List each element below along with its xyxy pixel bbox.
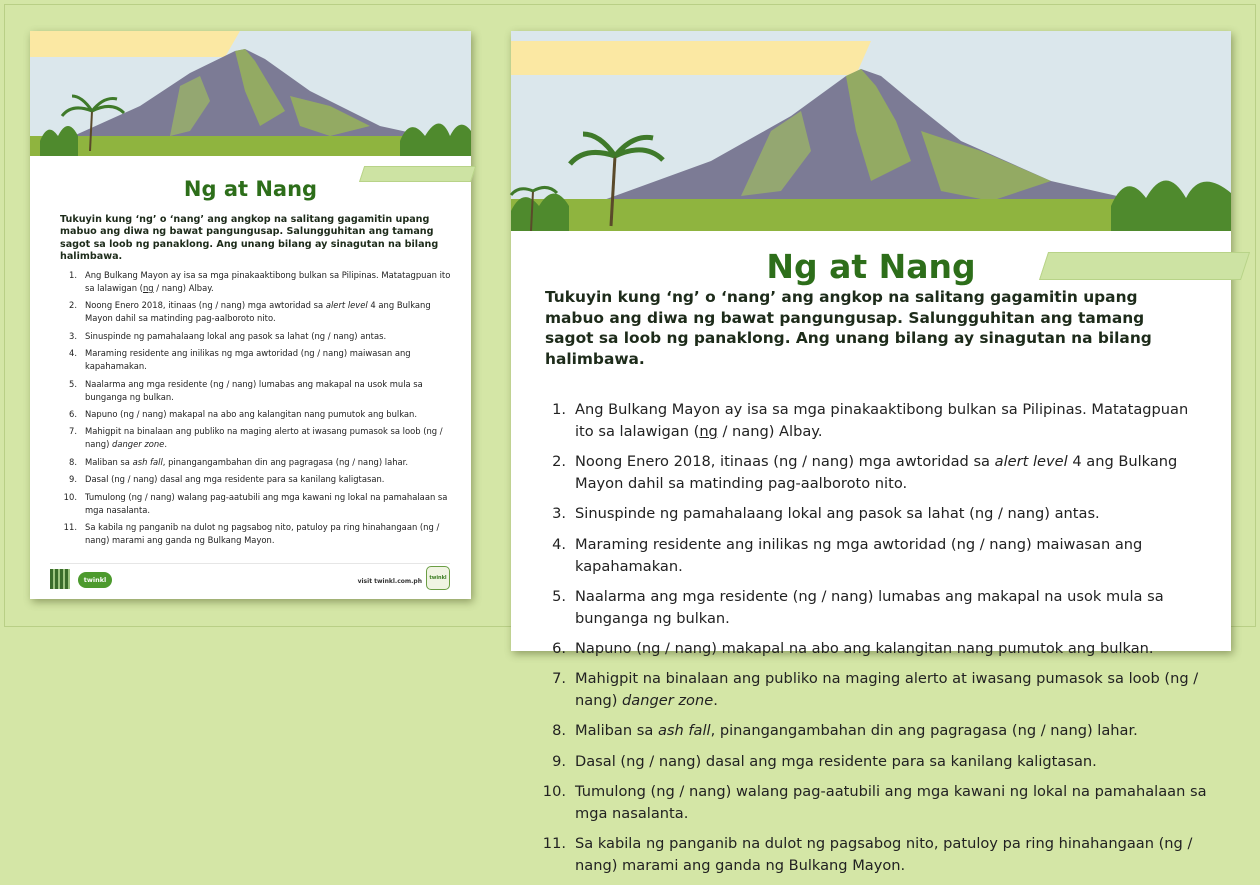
- worksheet-title: Ng at Nang: [183, 177, 318, 201]
- question-text: Mahigpit na binalaan ang publiko na maging alerto at iwasang pumasok sa loob (ng / nang) danger zone.: [85, 426, 443, 450]
- question-item: [531, 586, 1211, 630]
- question-number: 3.: [552, 505, 566, 523]
- question-text: Mahigpit na binalaan ang publiko na maging alerto at iwasang pumasok sa loob (ng / nang) danger zone.: [575, 670, 1199, 710]
- question-list: [50, 269, 455, 551]
- question-item: [531, 668, 1211, 712]
- question-text: Dasal (ng / nang) dasal ang mga residente para sa kanilang kaligtasan.: [575, 752, 1097, 770]
- question-number: 2.: [69, 300, 77, 311]
- question-number: 7.: [552, 670, 566, 688]
- question-number: 1.: [69, 270, 77, 280]
- question-text: Noong Enero 2018, itinaas (ng / nang) mga awtoridad sa alert level 4 ang Bulkang Mayon dahil sa matinding pag-aalboroto nito.: [85, 300, 431, 324]
- question-item: [531, 833, 1211, 877]
- question-number: 7.: [69, 426, 77, 437]
- question-item: [50, 473, 455, 486]
- question-item: [531, 534, 1211, 578]
- worksheet-footer: [50, 563, 450, 590]
- question-text: Ang Bulkang Mayon ay isa sa mga pinakaaktibong bulkan sa Pilipinas. Matatagpuan ito sa lalawigan (ng / nang) Albay.: [575, 401, 1189, 440]
- quality-badge-icon: twinkl: [426, 566, 450, 590]
- question-text: Sa kabila ng panganib na dulot ng pagsabog nito, patuloy pa ring hinahangaan (ng / nang) marami ang ganda ng Bulkang Mayon.: [575, 834, 1193, 874]
- footer-site-link[interactable]: visit twinkl.com.ph: [357, 578, 422, 585]
- question-item: [50, 408, 455, 421]
- question-number: 4.: [552, 535, 566, 553]
- question-text: Sa kabila ng panganib na dulot ng pagsabog nito, patuloy pa ring hinahangaan (ng / nang) marami ang ganda ng Bulkang Mayon.: [85, 521, 440, 545]
- question-number: 4.: [69, 348, 77, 359]
- question-text: Tumulong (ng / nang) walang pag-aatubili ang mga kawani ng lokal na pamahalaan sa mga nasalanta.: [85, 491, 448, 515]
- question-item: [531, 399, 1211, 443]
- twinkl-logo-icon: twinkl: [78, 572, 112, 588]
- question-text: Maraming residente ang inilikas ng mga awtoridad (ng / nang) maiwasan ang kapahamakan.: [85, 348, 411, 372]
- question-text: Napuno (ng / nang) makapal na abo ang kalangitan nang pumutok ang bulkan.: [575, 639, 1154, 657]
- question-text: Tumulong (ng / nang) walang pag-aatubili ang mga kawani ng lokal na pamahalaan sa mga nasalanta.: [575, 782, 1207, 822]
- question-item: [531, 781, 1211, 825]
- question-text: Maliban sa ash fall, pinangangambahan din ang pagragasa (ng / nang) lahar.: [85, 456, 408, 467]
- question-item: [50, 521, 455, 547]
- question-item: [50, 491, 455, 517]
- question-item: [531, 638, 1211, 660]
- question-number: 6.: [69, 408, 77, 419]
- question-number: 8.: [69, 456, 77, 467]
- question-item: [531, 451, 1211, 495]
- question-item: [50, 347, 455, 373]
- question-item: [50, 299, 455, 325]
- question-number: 11.: [542, 834, 566, 852]
- question-item: [50, 330, 455, 343]
- question-text: Maraming residente ang inilikas ng mga awtoridad (ng / nang) maiwasan ang kapahamakan.: [575, 535, 1143, 575]
- worksheet-preview-large: [511, 31, 1231, 874]
- question-text: Sinuspinde ng pamahalaang lokal ang pasok sa lahat (ng / nang) antas.: [575, 505, 1100, 523]
- question-text: Dasal (ng / nang) dasal ang mga residente para sa kanilang kaligtasan.: [85, 474, 385, 485]
- question-item: [50, 456, 455, 469]
- question-number: 5.: [69, 378, 77, 389]
- instructions: Tukuyin kung ‘ng’ o ‘nang’ ang angkop na salitang gagamitin upang mabuo ang diwa ng bawat pangungusap. Salungguhitan ang tamang sagot sa loob ng panaklong. Ang unang bilang ay sinagutan na bilang halimbawa.: [545, 288, 1152, 368]
- question-item: [50, 378, 455, 404]
- instructions: Tukuyin kung ‘ng’ o ‘nang’ ang angkop na salitang gagamitin upang mabuo ang diwa ng bawat pangungusap. Salungguhitan ang tamang sagot sa loob ng panaklong. Ang unang bilang ay sinagutan na bilang halimbawa.: [60, 214, 439, 263]
- question-number: 6.: [552, 639, 566, 657]
- volcano-banner: [30, 31, 471, 156]
- volcano-illustration: [511, 31, 1231, 231]
- question-text: Ang Bulkang Mayon ay isa sa mga pinakaaktibong bulkan sa Pilipinas. Matatagpuan ito sa lalawigan (ng / nang) Albay.: [85, 270, 451, 293]
- question-item: [50, 269, 455, 295]
- question-number: 10.: [542, 782, 566, 800]
- worksheet-preview-small: [30, 31, 471, 599]
- question-text: Napuno (ng / nang) makapal na abo ang kalangitan nang pumutok ang bulkan.: [85, 408, 418, 419]
- question-item: [50, 425, 455, 451]
- volcano-banner: [511, 31, 1231, 231]
- question-number: 10.: [63, 491, 77, 502]
- question-list: [531, 399, 1211, 885]
- question-text: Naalarma ang mga residente (ng / nang) lumabas ang makapal na usok mula sa bunganga ng bulkan.: [575, 587, 1164, 627]
- question-item: [531, 503, 1211, 525]
- question-number: 3.: [69, 330, 77, 341]
- question-number: 9.: [69, 474, 77, 485]
- qr-code-icon: [50, 569, 70, 589]
- question-number: 2.: [552, 453, 566, 471]
- question-text: Naalarma ang mga residente (ng / nang) lumabas ang makapal na usok mula sa bunganga ng bulkan.: [85, 378, 423, 402]
- worksheet-title: Ng at Nang: [766, 247, 976, 286]
- question-number: 5.: [552, 587, 566, 605]
- question-text: Sinuspinde ng pamahalaang lokal ang pasok sa lahat (ng / nang) antas.: [85, 330, 387, 341]
- question-item: [531, 751, 1211, 773]
- question-number: 11.: [63, 521, 77, 532]
- volcano-illustration: [30, 31, 471, 156]
- question-item: [531, 720, 1211, 742]
- question-number: 9.: [552, 752, 566, 770]
- question-text: Maliban sa ash fall, pinangangambahan din ang pagragasa (ng / nang) lahar.: [575, 722, 1138, 740]
- question-number: 8.: [552, 722, 566, 740]
- question-text: Noong Enero 2018, itinaas (ng / nang) mga awtoridad sa alert level 4 ang Bulkang Mayon dahil sa matinding pag-aalboroto nito.: [575, 453, 1178, 493]
- question-number: 1.: [552, 401, 566, 418]
